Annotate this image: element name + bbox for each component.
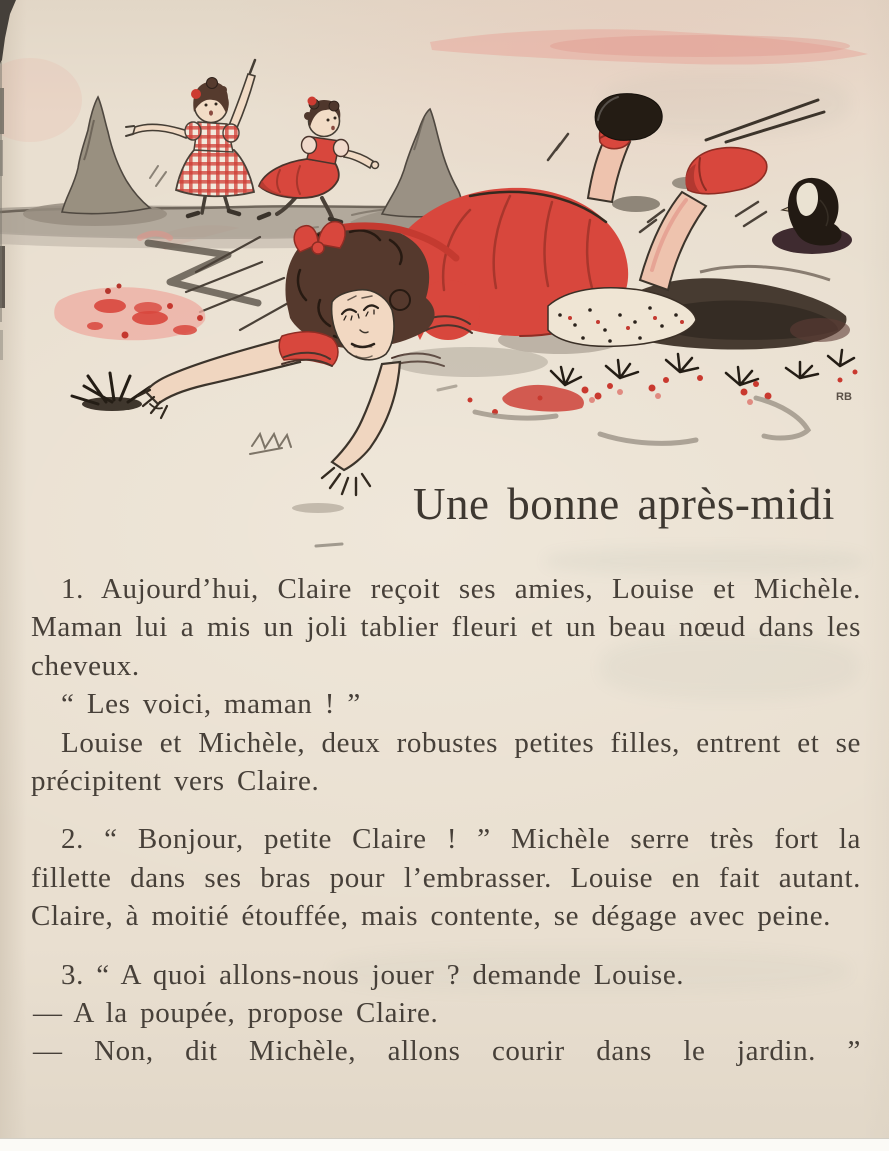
rock-spire-right (382, 109, 461, 217)
story-paragraph: Louise et Michèle, deux robustes petites filles, entrent et se précipitent vers Claire. (31, 726, 861, 798)
far-arm (292, 362, 400, 513)
scan-edge-bottom (0, 1138, 889, 1151)
hair (285, 225, 434, 349)
page-title: Une bonne après-midi (413, 479, 835, 529)
grass-tuft-gripped (72, 373, 150, 411)
near-arm (138, 332, 338, 418)
story-paragraph: — Non, dit Michèle, allons courir dans le jardin. ” (33, 1035, 861, 1068)
grass-and-flowers (438, 350, 858, 443)
story-paragraph: 2. “ Bonjour, petite Claire ! ” Michèle serre très fort la fillette dans ses bras pour l’embrasser. Louise en fait autant. Claire, à moitié étouffée, mais contente, se dégage avec peine. (31, 823, 861, 933)
story-text (31, 570, 861, 1071)
blackbird (772, 178, 852, 254)
story-paragraph: 1. Aujourd’hui, Claire reçoit ses amies, Louise et Michèle. Maman lui a mis un joli tablier fleuri et un beau nœud dans les cheveux. (31, 573, 861, 682)
petticoat-frill (548, 288, 696, 347)
fallen-girl (72, 94, 767, 513)
girl-plaid-dress (126, 60, 255, 216)
face-grimacing (332, 290, 394, 360)
red-hair-bow (294, 222, 456, 258)
background-ground-band (0, 202, 478, 249)
small-dash-mark (316, 544, 342, 546)
grass-scribble (250, 434, 291, 454)
story-paragraph: 3. “ A quoi allons-nous jouer ? demande Louise. (61, 958, 685, 991)
story-paragraph: — A la poupée, propose Claire. (33, 997, 439, 1030)
story-paragraph: “ Les voici, maman ! ” (61, 688, 361, 721)
scan-edge-marks (0, 0, 16, 360)
red-dress (390, 188, 628, 377)
pink-sky-wash (0, 29, 868, 250)
artist-signature: RB (836, 391, 852, 403)
stones (612, 177, 700, 212)
flower-patch-left (54, 279, 354, 340)
earth-mound (498, 266, 850, 354)
leg-red-shoe (640, 148, 767, 290)
rock-spire-left (62, 97, 150, 214)
girl-red-dress (259, 97, 379, 223)
motion-marks-left (140, 234, 290, 331)
page-show-through (600, 72, 850, 136)
